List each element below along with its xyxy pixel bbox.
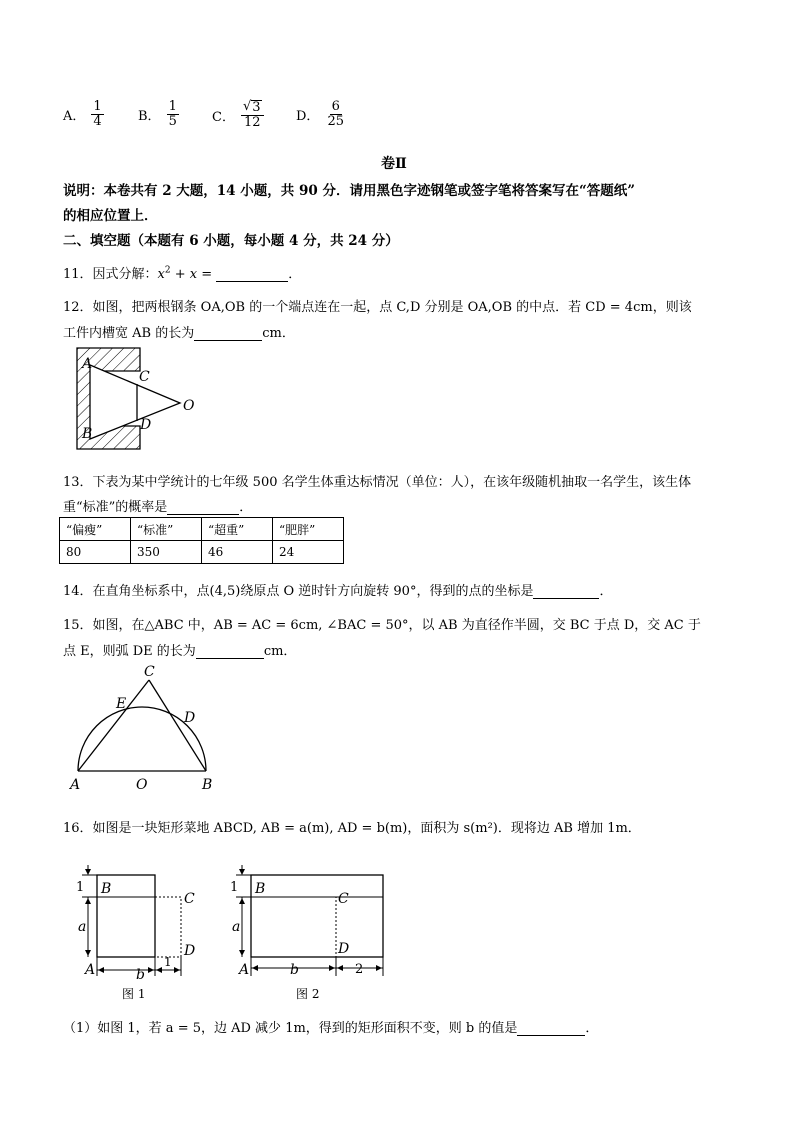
fig16a-arrowhead [174, 967, 180, 973]
fig16a-label-b: b [136, 967, 145, 983]
fig16a-label-1-bottom: 1 [164, 955, 172, 969]
q16-1-answer-blank[interactable] [517, 1021, 585, 1036]
question-16-1 [63, 1017, 598, 1036]
table-row [60, 541, 344, 564]
fig16b-arrowhead [337, 965, 343, 971]
table-cell: 80 [60, 541, 131, 564]
q11-answer-blank[interactable] [216, 267, 288, 282]
option-d-num: 6 [331, 99, 340, 114]
fig15-label-e: E [116, 696, 127, 712]
option-a-fraction [91, 100, 103, 129]
q13-answer-blank[interactable] [167, 500, 239, 515]
option-c-num: √ 3 [241, 100, 264, 116]
fig16a-arrowhead [85, 869, 91, 875]
fig16b-label-a: a [232, 919, 241, 935]
q15-line2 [63, 640, 296, 659]
question-16: 16．如图是一块矩形菜地 ABCD, AB = a(m), AD = b(m)，面积为 s(m²)．现将边 AB 增加 1m． [63, 821, 641, 836]
table-header-cell: “标准” [131, 518, 202, 541]
part-heading: 二、填空题（本题有 6 小题，每小题 4 分，共 24 分） [63, 233, 399, 249]
option-c-fraction [241, 100, 264, 130]
q12-line1: 12．如图，把两根钢条 OA,OB 的一个端点连在一起，点 C,D 分别是 OA,OB 的中点．若 CD = 4cm，则该 [63, 300, 692, 315]
option-a-den: 4 [93, 114, 102, 129]
instructions-line2: 的相应位置上． [63, 208, 158, 224]
option-c-den: 12 [243, 115, 261, 130]
fig15-label-d: D [184, 710, 196, 726]
fig16a-arrowhead [98, 967, 104, 973]
option-b-num: 1 [168, 99, 177, 114]
fig16a-arrowhead [85, 950, 91, 956]
q13-line2 [63, 496, 252, 515]
fig16a-label-C: C [184, 891, 195, 907]
figure-16-1 [72, 860, 212, 1005]
q12-line2-suffix: cm． [262, 326, 295, 341]
q14-prefix: 14．在直角坐标系中，点(4,5)绕原点 O 逆时针方向旋转 90°，得到的点的坐标是 [63, 584, 534, 599]
fig16a-arrowhead [85, 898, 91, 904]
fig16a-caption: 图 1 [122, 987, 146, 1001]
figure-16-2 [226, 860, 396, 1005]
fig16b-arrowhead [329, 965, 335, 971]
option-c [212, 100, 264, 130]
q16-1-suffix: ． [585, 1021, 599, 1036]
option-c-label: C． [212, 109, 235, 125]
fig16b-arrowhead [376, 965, 382, 971]
q13-line2-suffix: ． [239, 500, 253, 515]
q11-prefix: 11．因式分解： [63, 267, 158, 282]
fig12-label-a: A [82, 356, 93, 372]
q15-answer-blank[interactable] [196, 644, 264, 659]
option-a-num: 1 [93, 99, 102, 114]
q11-expr-rest: + x = [170, 267, 217, 282]
table-header-row [60, 518, 344, 541]
fig16a-label-B: B [101, 881, 112, 897]
fig16b-arrowhead [252, 965, 258, 971]
fig16a-label-D: D [184, 943, 196, 959]
option-b [138, 100, 179, 129]
fig16a-arrowhead [148, 967, 154, 973]
option-b-den: 5 [168, 114, 177, 129]
option-d [296, 100, 346, 129]
q13-line1: 13．下表为某中学统计的七年级 500 名学生体重达标情况（单位：人），在该年级随机抽取一名学生，该生体 [63, 475, 692, 490]
fig16a-label-A: A [85, 962, 96, 978]
figure-12 [72, 343, 202, 455]
table-header-cell: “肥胖” [273, 518, 344, 541]
q15-line2-suffix: cm． [263, 644, 297, 659]
fig16b-label-1-top: 1 [230, 880, 239, 895]
fig12-label-c: C [139, 369, 150, 385]
q11-end: ． [288, 267, 302, 282]
q11-expr-x: x [157, 267, 165, 282]
fig15-side-bc [149, 680, 206, 771]
fig16b-label-2: 2 [355, 962, 364, 977]
fig16a-label-a: a [78, 919, 87, 935]
question-14 [63, 580, 612, 599]
fig16b-caption: 图 2 [296, 987, 320, 1001]
fig15-label-b: B [202, 777, 213, 793]
fig16a-dotted-rect [155, 897, 181, 957]
fig12-label-b: B [82, 426, 93, 442]
fig16b-label-b: b [290, 962, 299, 978]
fig15-label-a: A [70, 777, 81, 793]
q11-expr-sup: 2 [164, 265, 171, 276]
table-cell: 46 [202, 541, 273, 564]
table-header-cell: “偏瘦” [60, 518, 131, 541]
weight-table [59, 517, 344, 564]
table-header-cell: “超重” [202, 518, 273, 541]
q14-answer-blank[interactable] [533, 584, 599, 599]
fig16b-arrowhead [239, 898, 245, 904]
fig15-side-ac [78, 680, 149, 771]
fig16b-label-B: B [255, 881, 266, 897]
table-cell: 24 [273, 541, 344, 564]
fig16a-label-1-top: 1 [76, 880, 85, 895]
q15-line2-prefix: 点 E，则弧 DE 的长为 [63, 644, 196, 659]
fig12-label-d: D [140, 417, 152, 433]
fig16b-label-A: A [239, 962, 250, 978]
q12-answer-blank[interactable] [194, 326, 262, 341]
option-b-label: B． [138, 109, 161, 124]
fig12-label-o: O [183, 398, 195, 414]
fig16b-label-C: C [338, 891, 349, 907]
fig16b-arrowhead [239, 950, 245, 956]
fig16b-rect [251, 875, 383, 957]
q12-line2-prefix: 工件内槽宽 AB 的长为 [63, 326, 195, 341]
option-c-radicand: 3 [252, 100, 261, 115]
option-b-fraction [167, 100, 179, 129]
q15-line1: 15．如图，在△ABC 中，AB = AC = 6cm, ∠BAC = 50°，以 AB 为直径作半圆，交 BC 于点 D，交 AC 于 [63, 618, 701, 633]
fig16a-arrowhead [156, 967, 162, 973]
question-11 [63, 263, 301, 282]
option-d-label: D． [296, 109, 320, 124]
q13-line2-prefix: 重“标准”的概率是 [63, 500, 168, 515]
figure-15 [64, 660, 224, 795]
section-title: 卷Ⅱ [381, 156, 407, 172]
table-cell: 350 [131, 541, 202, 564]
fig16b-label-D: D [338, 941, 350, 957]
fig15-label-o: O [136, 777, 148, 793]
option-a-label: A． [63, 109, 86, 124]
instructions-line1: 说明：本卷共有 2 大题，14 小题，共 90 分．请用黑色字迹钢笔或签字笔将答案写在“答题纸” [63, 183, 635, 199]
fig16b-dotted-rect [251, 897, 336, 957]
q12-line2 [63, 322, 295, 341]
fig16b-arrowhead [239, 869, 245, 875]
q16-1-prefix: （1）如图 1，若 a = 5，边 AD 减少 1m，得到的矩形面积不变，则 b 的值是 [63, 1021, 518, 1036]
option-a [63, 100, 104, 129]
option-d-fraction [325, 100, 346, 129]
q14-suffix: ． [599, 584, 613, 599]
option-d-den: 25 [327, 114, 344, 129]
fig15-label-c: C [144, 664, 155, 680]
